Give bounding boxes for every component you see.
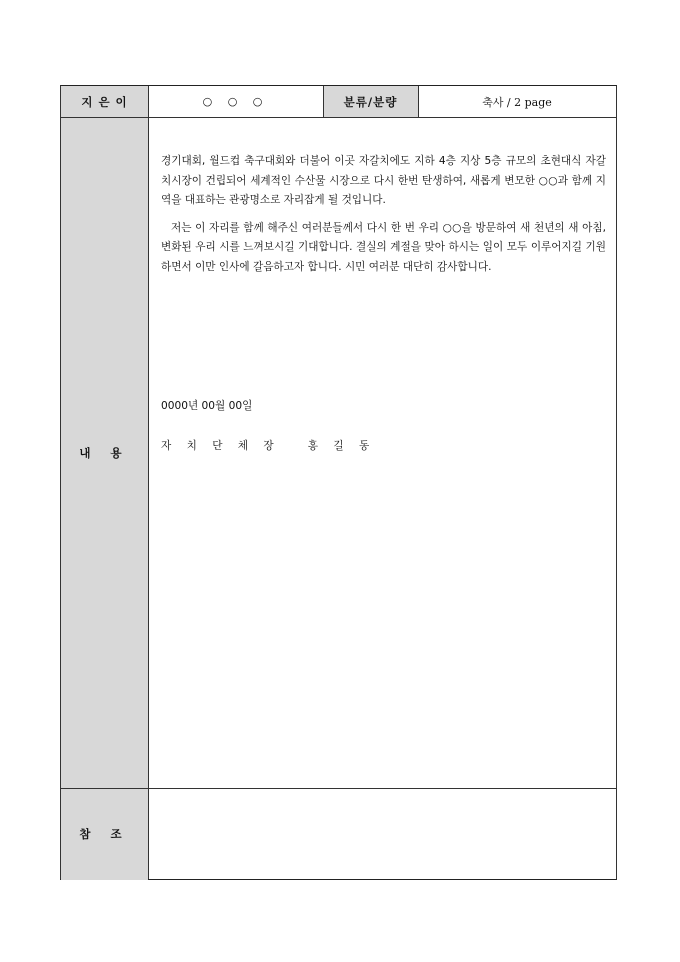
author-label: 지 은 이 (61, 86, 148, 117)
reference-divider (61, 788, 616, 789)
category-value: 축사 / 2 page (482, 95, 552, 109)
signature-line: 자 치 단 체 장 홍 길 동 (161, 440, 376, 452)
header-divider-2 (323, 86, 324, 117)
content-label-text: 내 용 (79, 445, 130, 460)
content-paragraph-2: 저는 이 자리를 함께 해주신 여러분들께서 다시 한 번 우리 ○○을 방문하여 새 천년의 새 아침, 변화된 우리 시를 느껴보시길 기대합니다. 결실의 계절을 맞아 하시는 일이 모두 이루어지길 기원하면서 이만 인사에 갈음하고자 합니다. 시민 여러분 대단히 감사합니다. (161, 221, 606, 273)
label-column-divider (148, 86, 149, 879)
content-label (61, 117, 148, 788)
author-value: ○ ○ ○ (202, 95, 269, 108)
header-divider-3 (418, 86, 419, 117)
header-divider (61, 117, 616, 118)
content-body (161, 152, 606, 277)
document-form (60, 85, 617, 880)
reference-label (61, 788, 148, 880)
reference-label-text: 참 조 (79, 827, 130, 841)
reference-value (148, 788, 616, 880)
date-line: 0000년 00월 00일 (161, 400, 253, 412)
category-label: 분류/분량 (323, 86, 418, 117)
content-paragraph-1: 경기대회, 월드컵 축구대회와 더불어 이곳 자갈치에도 지하 4층 지상 5층 규모의 초현대식 자갈치시장이 건립되어 세계적인 수산물 시장으로 다시 한번 탄생하여, 새롭게 변모한 ○○과 함께 지역을 대표하는 관광명소로 자리잡게 될 것입니다. (161, 155, 606, 206)
